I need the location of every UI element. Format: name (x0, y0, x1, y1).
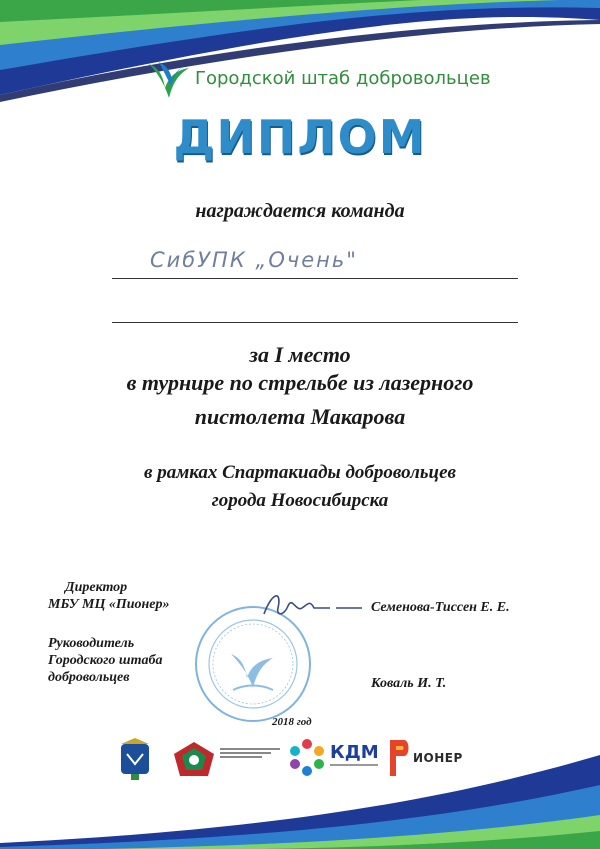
place-text: за I место (249, 342, 351, 367)
tournament-line-1: в турнире по стрельбе из лазерного (126, 370, 474, 395)
kdm-label: КДМ (330, 742, 379, 763)
org-name: Городской штаб добровольцев (195, 68, 491, 89)
bird-logo-icon (145, 58, 191, 102)
youth-department-logo-icon (172, 740, 216, 780)
team-name-underline (112, 278, 518, 279)
top-wave-decoration (0, 0, 600, 110)
pioner-p-logo-icon (386, 738, 412, 778)
kdm-caption-line (330, 764, 378, 766)
handwritten-signature (258, 586, 368, 626)
diploma-title: ДИПЛОМ (173, 110, 427, 164)
blank-underline (112, 322, 518, 323)
framework-line-2: города Новосибирска (211, 490, 389, 511)
tournament-line-2: пистолета Макарова (194, 404, 406, 429)
head-title-line-2: Городского штаба (48, 653, 163, 668)
director-name: Семенова-Тиссен Е. Е. (371, 600, 510, 615)
framework-line-1: в рамках Спартакиады добровольцев (143, 462, 457, 483)
head-title-line-1: Руководитель (48, 636, 135, 651)
department-caption-small-print (220, 746, 280, 772)
city-coat-of-arms-icon (115, 736, 155, 782)
awarded-intro: награждается команда (195, 200, 405, 222)
head-title-line-3: добровольцев (48, 670, 130, 685)
sponsor-logos-row (0, 734, 600, 784)
kdm-star-logo-icon (288, 738, 326, 776)
year-label: 2018 год (272, 716, 312, 728)
team-name-handwritten: СибУПК „Очень" (150, 248, 358, 272)
head-name: Коваль И. Т. (371, 676, 447, 691)
director-title-line-2: МБУ МЦ «Пионер» (48, 597, 170, 612)
director-title-line-1: Директор (65, 580, 128, 595)
pioner-label: ИОНЕР (413, 751, 463, 765)
